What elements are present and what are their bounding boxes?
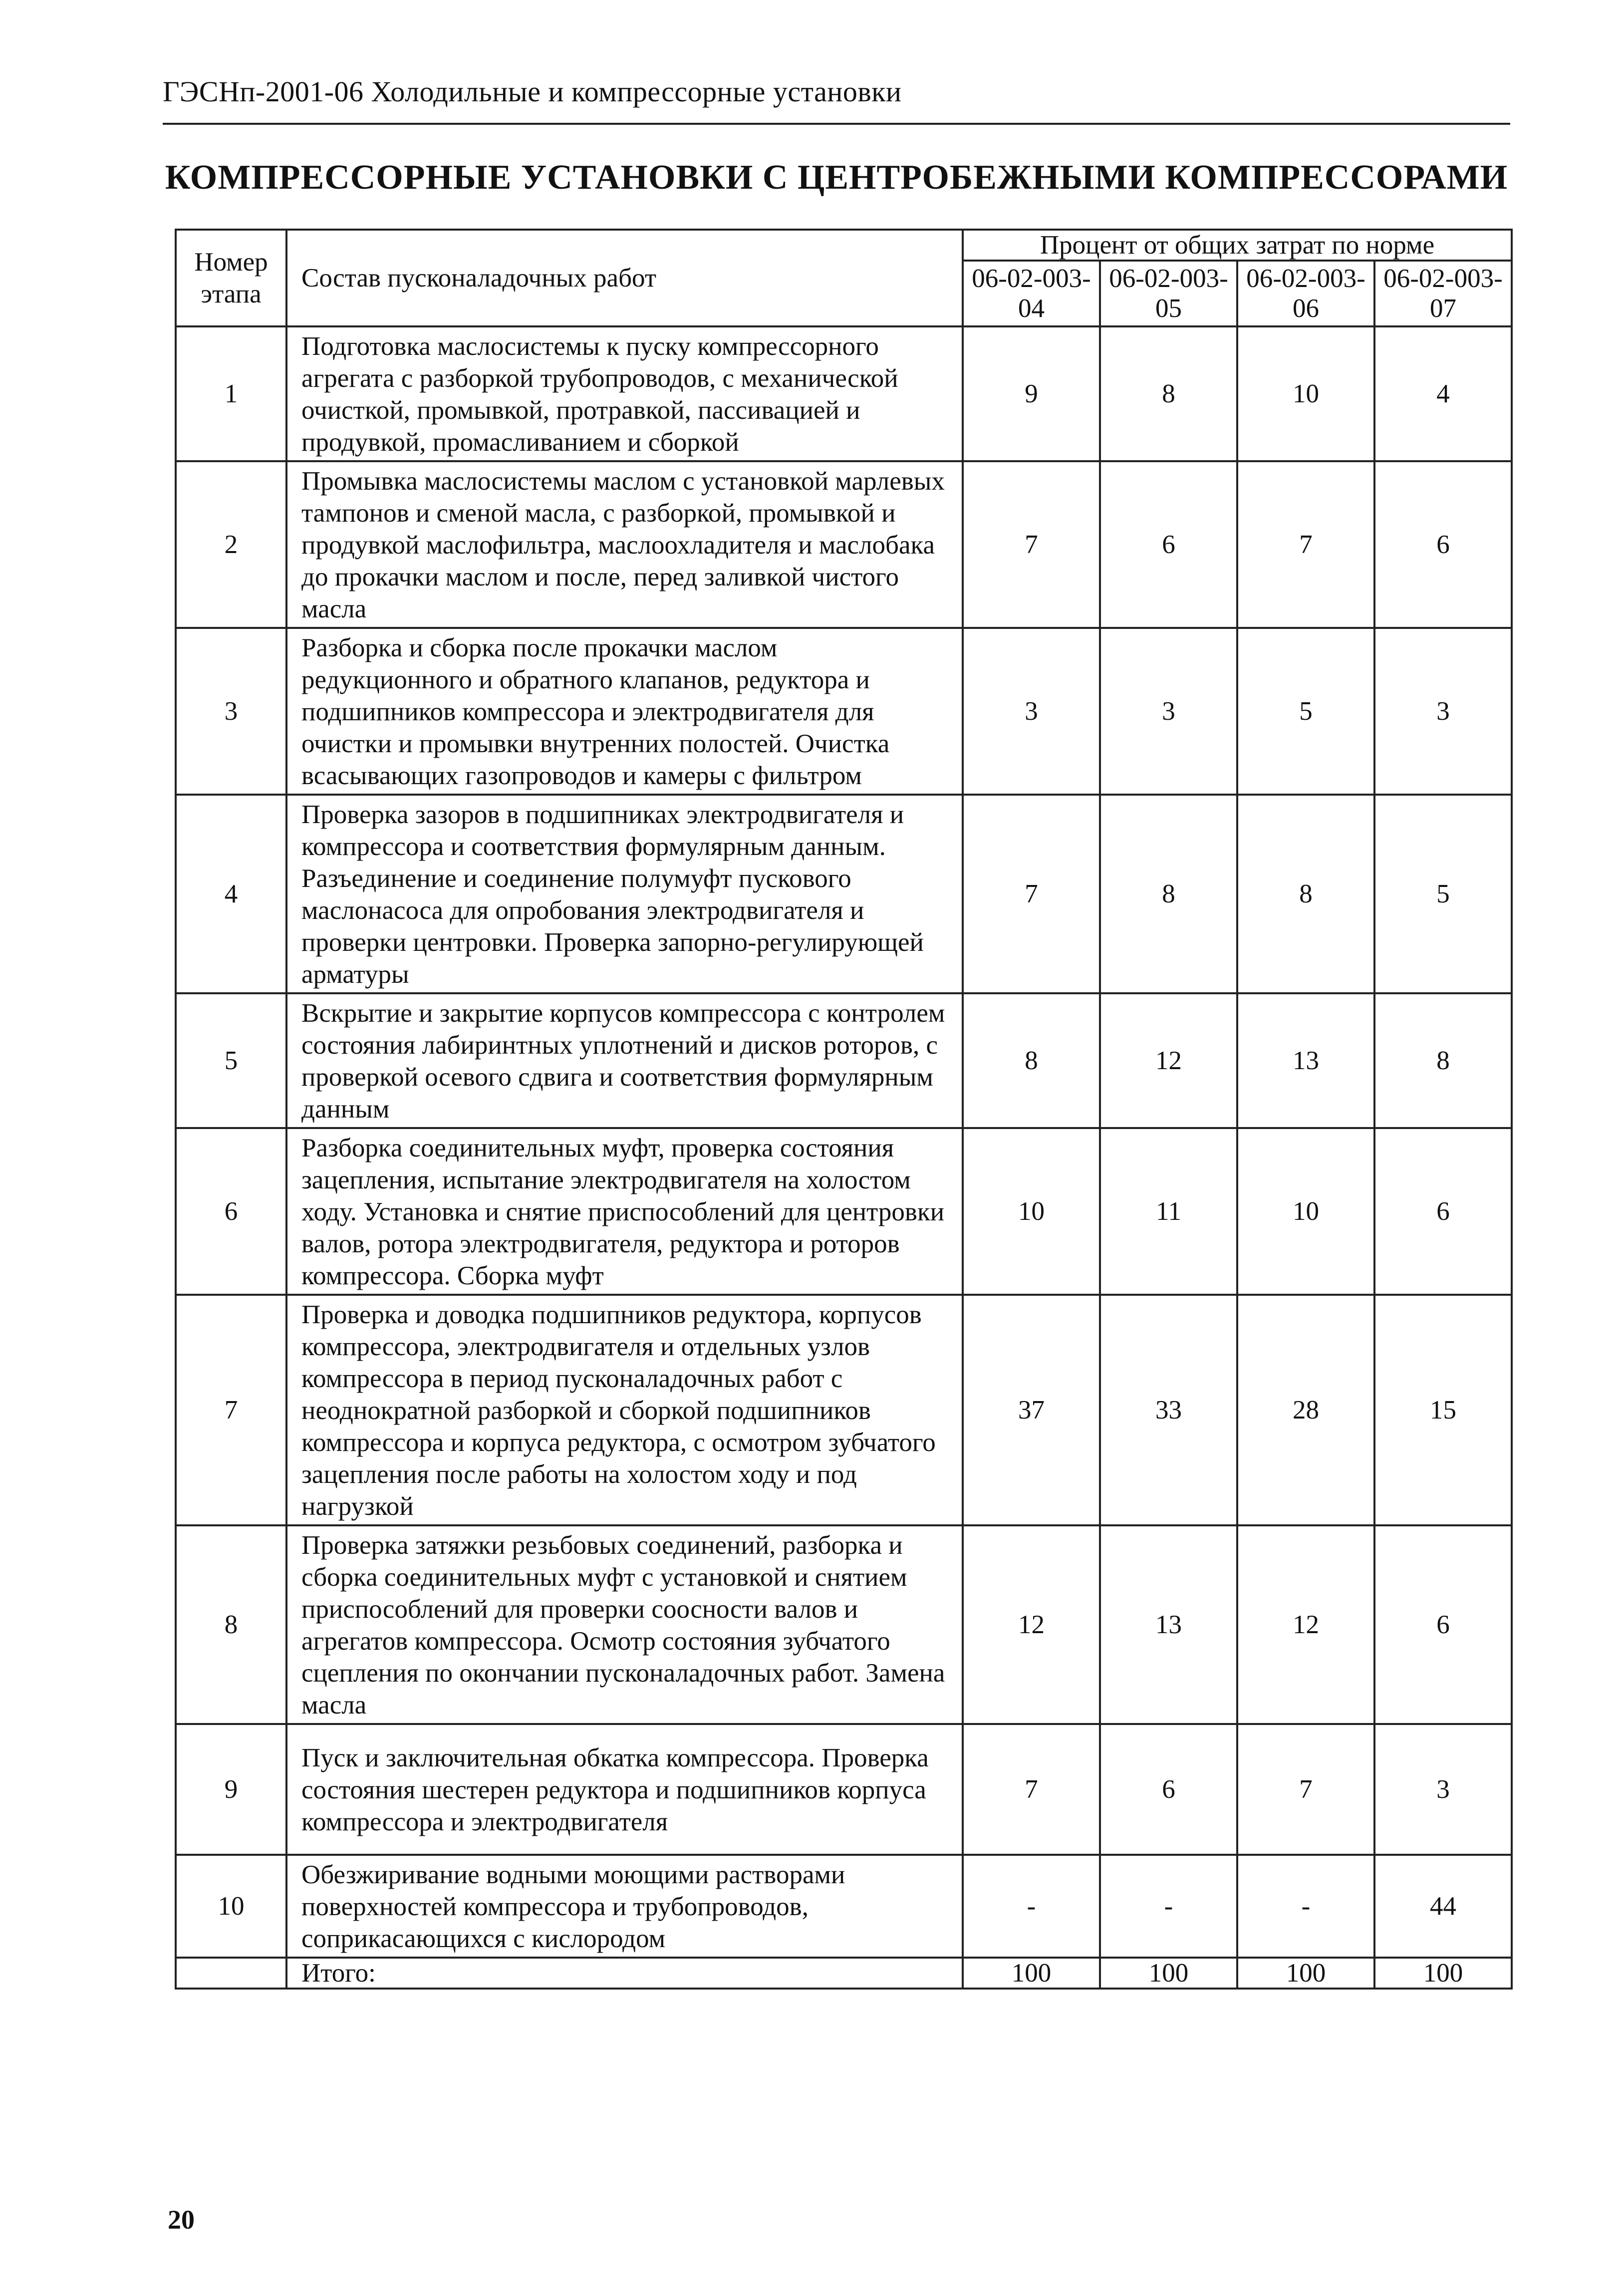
percent-value: 6: [1374, 1525, 1512, 1724]
running-header: ГЭСНп-2001-06 Холодильные и компрессорные установки: [163, 75, 902, 108]
stage-number: 4: [176, 795, 286, 993]
percent-value: 5: [1374, 795, 1512, 993]
percent-value: 33: [1100, 1295, 1237, 1525]
total-value: 100: [1374, 1958, 1512, 1989]
stage-number: 3: [176, 628, 286, 795]
percent-value: 5: [1237, 628, 1374, 795]
percent-value: 6: [1374, 461, 1512, 628]
percent-value: 3: [963, 628, 1100, 795]
percent-value: 9: [963, 326, 1100, 461]
total-row: [176, 1958, 1512, 1989]
work-description: Разборка соединительных муфт, проверка состояния зацепления, испытание электродвигателя на холостом ходу. Установка и снятие приспособлений для центровки валов, ротора электродвигателя, редуктора и роторов компрессора. Сборка муфт: [286, 1128, 963, 1295]
stage-column-header: Номер этапа: [176, 230, 286, 326]
percent-value: 12: [1237, 1525, 1374, 1724]
total-empty-cell: [176, 1958, 286, 1989]
norm-code-header: 06-02-003-06: [1237, 261, 1374, 326]
table-row: [176, 461, 1512, 628]
percent-value: 3: [1100, 628, 1237, 795]
total-label: Итого:: [286, 1958, 963, 1989]
percent-value: 10: [963, 1128, 1100, 1295]
table-row: [176, 1128, 1512, 1295]
norm-code-header: 06-02-003-07: [1374, 261, 1512, 326]
work-column-header: Состав пусконаладочных работ: [286, 230, 963, 326]
table-row: [176, 1855, 1512, 1958]
percent-value: 3: [1374, 1724, 1512, 1855]
percent-value: -: [963, 1855, 1100, 1958]
table-row: [176, 628, 1512, 795]
work-description: Обезжиривание водными моющими растворами поверхностей компрессора и трубопроводов, соприкасающихся с кислородом: [286, 1855, 963, 1958]
percent-value: 11: [1100, 1128, 1237, 1295]
percent-value: 12: [963, 1525, 1100, 1724]
percent-value: -: [1100, 1855, 1237, 1958]
percent-value: 7: [963, 1724, 1100, 1855]
stage-number: 2: [176, 461, 286, 628]
table-row: [176, 1724, 1512, 1855]
percent-value: 15: [1374, 1295, 1512, 1525]
percent-value: 10: [1237, 326, 1374, 461]
percent-value: 37: [963, 1295, 1100, 1525]
percent-value: 10: [1237, 1128, 1374, 1295]
table-row: [176, 993, 1512, 1128]
percent-value: 8: [1100, 326, 1237, 461]
page-number: 20: [168, 2205, 195, 2235]
percent-value: 3: [1374, 628, 1512, 795]
total-value: 100: [963, 1958, 1100, 1989]
section-title: КОМПРЕССОРНЫЕ УСТАНОВКИ С ЦЕНТРОБЕЖНЫМИ КОМПРЕССОРАМИ: [165, 158, 1508, 197]
percent-value: 7: [963, 795, 1100, 993]
work-description: Разборка и сборка после прокачки маслом редукционного и обратного клапанов, редуктора и подшипников компрессора и электродвигателя для очистки и промывки внутренних полостей. Очистка всасывающих газопроводов и камеры с фильтром: [286, 628, 963, 795]
stage-number: 6: [176, 1128, 286, 1295]
work-description: Промывка маслосистемы маслом с установкой марлевых тампонов и сменой масла, с разборкой, промывкой и продувкой маслофильтра, маслоохладителя и маслобака до прокачки маслом и после, перед заливкой чистого масла: [286, 461, 963, 628]
percent-value: 7: [1237, 461, 1374, 628]
total-value: 100: [1237, 1958, 1374, 1989]
percent-value: 6: [1100, 461, 1237, 628]
stage-number: 1: [176, 326, 286, 461]
work-description: Вскрытие и закрытие корпусов компрессора с контролем состояния лабиринтных уплотнений и дисков роторов, с проверкой осевого сдвига и соответствия формулярным данным: [286, 993, 963, 1128]
norm-code-header: 06-02-003-04: [963, 261, 1100, 326]
work-description: Проверка зазоров в подшипниках электродвигателя и компрессора и соответствия формулярным данным. Разъединение и соединение полумуфт пускового маслонасоса для опробования электродвигателя и проверки центровки. Проверка запорно-регулирующей арматуры: [286, 795, 963, 993]
percent-value: 6: [1100, 1724, 1237, 1855]
norms-table: [175, 229, 1513, 1990]
work-description: Проверка затяжки резьбовых соединений, разборка и сборка соединительных муфт с установкой и снятием приспособлений для проверки соосности валов и агрегатов компрессора. Осмотр состояния зубчатого сцепления по окончании пусконаладочных работ. Замена масла: [286, 1525, 963, 1724]
stage-number: 5: [176, 993, 286, 1128]
percent-value: 7: [963, 461, 1100, 628]
work-description: Пуск и заключительная обкатка компрессора. Проверка состояния шестерен редуктора и подшипников корпуса компрессора и электродвигателя: [286, 1724, 963, 1855]
table-row: [176, 1525, 1512, 1724]
percent-value: 8: [1100, 795, 1237, 993]
percent-value: 12: [1100, 993, 1237, 1128]
percent-value: 44: [1374, 1855, 1512, 1958]
percent-value: 4: [1374, 326, 1512, 461]
norm-code-header: 06-02-003-05: [1100, 261, 1237, 326]
percent-value: 6: [1374, 1128, 1512, 1295]
percent-value: 13: [1237, 993, 1374, 1128]
percent-value: -: [1237, 1855, 1374, 1958]
header-rule: [163, 123, 1510, 125]
percent-value: 7: [1237, 1724, 1374, 1855]
work-description: Подготовка маслосистемы к пуску компрессорного агрегата с разборкой трубопроводов, с механической очисткой, промывкой, протравкой, пассивацией и продувкой, промасливанием и сборкой: [286, 326, 963, 461]
stage-number: 7: [176, 1295, 286, 1525]
percent-value: 8: [963, 993, 1100, 1128]
percent-value: 13: [1100, 1525, 1237, 1724]
table-row: [176, 1295, 1512, 1525]
work-description: Проверка и доводка подшипников редуктора, корпусов компрессора, электродвигателя и отдельных узлов компрессора в период пусконаладочных работ с неоднократной разборкой и сборкой подшипников компрессора и корпуса редуктора, с осмотром зубчатого зацепления после работы на холостом ходу и под нагрузкой: [286, 1295, 963, 1525]
table-row: [176, 326, 1512, 461]
percent-value: 8: [1374, 993, 1512, 1128]
percent-value: 8: [1237, 795, 1374, 993]
percent-group-header: Процент от общих затрат по норме: [963, 230, 1512, 261]
stage-number: 10: [176, 1855, 286, 1958]
table-row: [176, 795, 1512, 993]
percent-value: 28: [1237, 1295, 1374, 1525]
total-value: 100: [1100, 1958, 1237, 1989]
stage-number: 8: [176, 1525, 286, 1724]
stage-number: 9: [176, 1724, 286, 1855]
